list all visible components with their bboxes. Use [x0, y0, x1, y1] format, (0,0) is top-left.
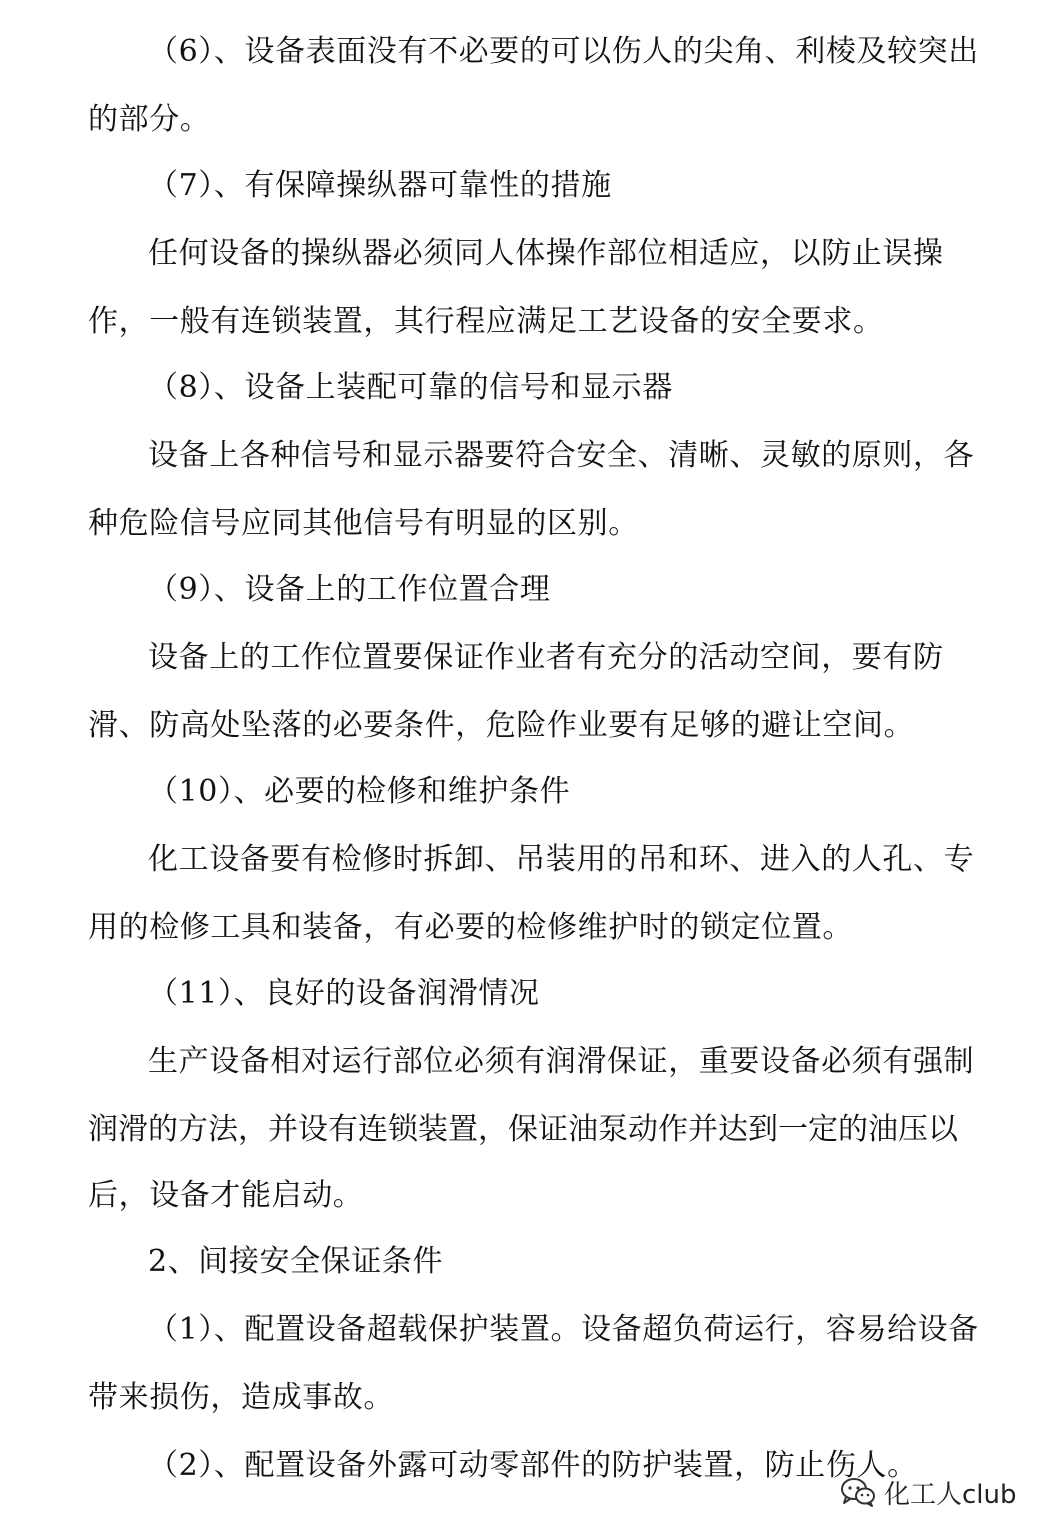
section-heading: （2）、配置设备外露可动零部件的防护装置，防止伤人。: [148, 1448, 918, 1483]
section-heading: （9）、设备上的工作位置合理: [148, 572, 551, 607]
text-line: 设备上各种信号和显示器要符合安全、清晰、灵敏的原则，各: [148, 438, 975, 473]
text-line: 作，一般有连锁装置，其行程应满足工艺设备的安全要求。: [88, 304, 884, 339]
text-line: 后，设备才能启动。: [88, 1178, 364, 1213]
watermark-text: 化工人club: [884, 1479, 1017, 1510]
section-heading: （11）、良好的设备润滑情况: [148, 976, 540, 1011]
text-line: 任何设备的操纵器必须同人体操作部位相适应，以防止误操: [148, 236, 944, 271]
text-line: 润滑的方法，并设有连锁装置，保证油泵动作并达到一定的油压以: [88, 1112, 958, 1147]
section-heading: （7）、有保障操纵器可靠性的措施: [148, 168, 612, 203]
text-line: （1）、配置设备超载保护装置。设备超负荷运行，容易给设备: [148, 1312, 979, 1347]
text-line: 带来损伤，造成事故。: [88, 1380, 394, 1415]
section-heading: （10）、必要的检修和维护条件: [148, 774, 571, 809]
section-heading: 2、间接安全保证条件: [148, 1244, 444, 1279]
text-line: 设备上的工作位置要保证作业者有充分的活动空间，要有防: [148, 640, 944, 675]
text-line: （6）、设备表面没有不必要的可以伤人的尖角、利棱及较突出: [148, 34, 979, 69]
text-line: 生产设备相对运行部位必须有润滑保证，重要设备必须有强制: [148, 1044, 975, 1079]
wechat-icon: [840, 1476, 876, 1508]
watermark: [840, 1472, 1017, 1512]
text-line: 化工设备要有检修时拆卸、吊装用的吊和环、进入的人孔、专: [148, 842, 975, 877]
section-heading: （8）、设备上装配可靠的信号和显示器: [148, 370, 673, 405]
text-line: 的部分。: [88, 102, 211, 137]
text-line: 用的检修工具和装备，有必要的检修维护时的锁定位置。: [88, 910, 853, 945]
text-line: 种危险信号应同其他信号有明显的区别。: [88, 506, 639, 541]
text-line: 滑、防高处坠落的必要条件，危险作业要有足够的避让空间。: [88, 708, 915, 743]
